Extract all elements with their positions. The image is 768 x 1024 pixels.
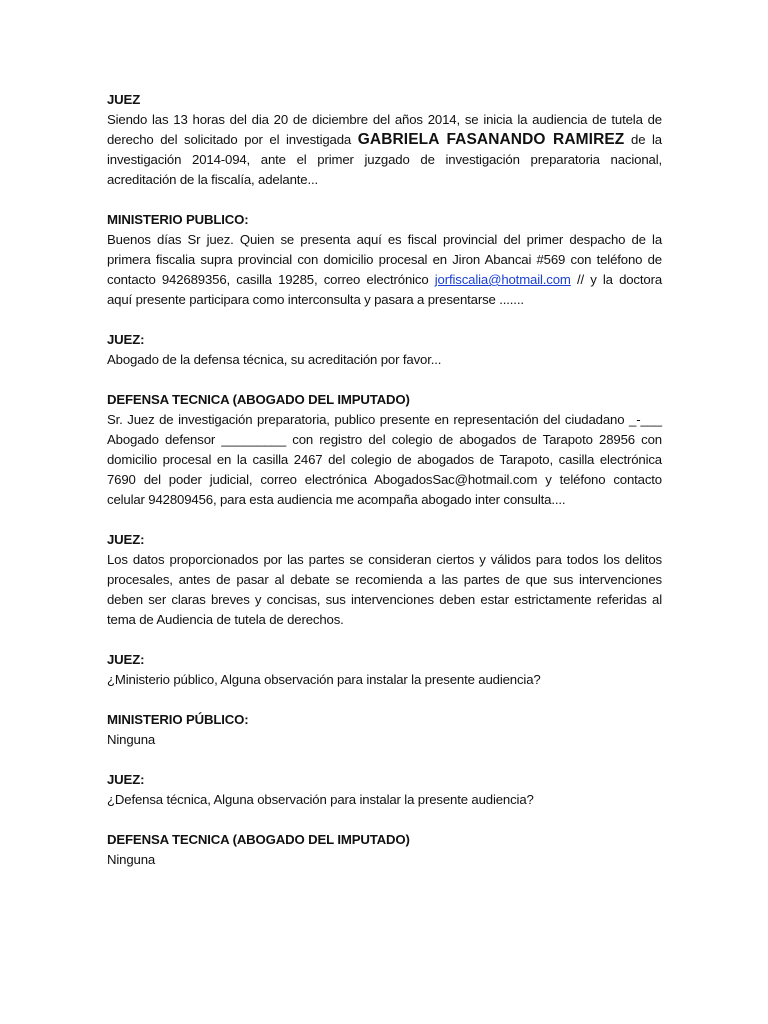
speaker-heading: JUEZ: xyxy=(107,532,145,547)
speaker-heading: JUEZ: xyxy=(107,652,145,667)
paragraph-text: // y la doctora aquí presente participara como interconsulta y pasara a presentarse ....... xyxy=(107,272,662,307)
paragraph-text: Ninguna xyxy=(107,852,156,867)
paragraph-text: Sr. Juez de investigación preparatoria, publico presente en representación del ciudadano _-___ Abogado defensor _________ con registro del colegio de abogados de Tarapoto 28956 con domicilio procesal en la casilla 2467 del colegio de abogados de Tarapoto, casilla electrónica 7690 del poder judicial, correo electrónica AbogadosSac@hotmail.com y teléfono contacto celular 942809456, para esta audiencia me acompaña abogado inter consulta.... xyxy=(107,412,662,507)
speaker-heading: MINISTERIO PÚBLICO: xyxy=(107,712,249,727)
section-defensa-respuesta xyxy=(107,830,662,870)
paragraph-text: Abogado de la defensa técnica, su acreditación por favor... xyxy=(107,352,442,367)
section-juez-pregunta-mp xyxy=(107,650,662,690)
section-juez-pregunta-defensa xyxy=(107,770,662,810)
paragraph-text: Ninguna xyxy=(107,732,156,747)
section-ministerio-publico xyxy=(107,210,662,310)
section-mp-respuesta xyxy=(107,710,662,750)
paragraph-text: de la investigación 2014-094, ante el primer juzgado de investigación preparatoria nacional, acreditación de la fiscalía, adelante... xyxy=(107,132,662,187)
section-juez-acreditacion xyxy=(107,330,662,370)
section-juez-opening xyxy=(107,90,662,190)
paragraph-text: Los datos proporcionados por las partes se consideran ciertos y válidos para todos los delitos procesales, antes de pasar al debate se recomienda a las partes de que sus intervenciones deben ser claras breves y concisas, sus intervenciones deben estar estrictamente referidas al tema de Audiencia de tutela de derechos. xyxy=(107,552,662,627)
paragraph xyxy=(107,110,662,190)
paragraph xyxy=(107,230,662,310)
paragraph-text: ¿Ministerio público, Alguna observación para instalar la presente audiencia? xyxy=(107,672,541,687)
speaker-heading: JUEZ xyxy=(107,92,141,107)
paragraph-text: ¿Defensa técnica, Alguna observación para instalar la presente audiencia? xyxy=(107,792,534,807)
speaker-heading: DEFENSA TECNICA (ABOGADO DEL IMPUTADO) xyxy=(107,392,410,407)
defendant-name: GABRIELA FASANANDO RAMIREZ xyxy=(357,131,625,148)
paragraph-text: Buenos días Sr juez. Quien se presenta aquí es fiscal provincial del primer despacho de la primera fiscalia supra provincial con domicilio procesal en Jiron Abancai #569 con teléfono de contacto 942689356, casilla 19285, correo electrónico xyxy=(107,232,662,287)
speaker-heading: JUEZ: xyxy=(107,772,145,787)
section-defensa-tecnica xyxy=(107,390,662,510)
paragraph-text: Siendo las 13 horas del dia 20 de diciembre del años 2014, se inicia la audiencia de tutela de derecho del solicitado por el investigada xyxy=(107,112,662,147)
document-page xyxy=(107,90,662,890)
section-juez-instrucciones xyxy=(107,530,662,630)
speaker-heading: MINISTERIO PUBLICO: xyxy=(107,212,249,227)
email-link[interactable]: jorfiscalia@hotmail.com xyxy=(434,272,571,287)
speaker-heading: JUEZ: xyxy=(107,332,145,347)
speaker-heading: DEFENSA TECNICA (ABOGADO DEL IMPUTADO) xyxy=(107,832,410,847)
